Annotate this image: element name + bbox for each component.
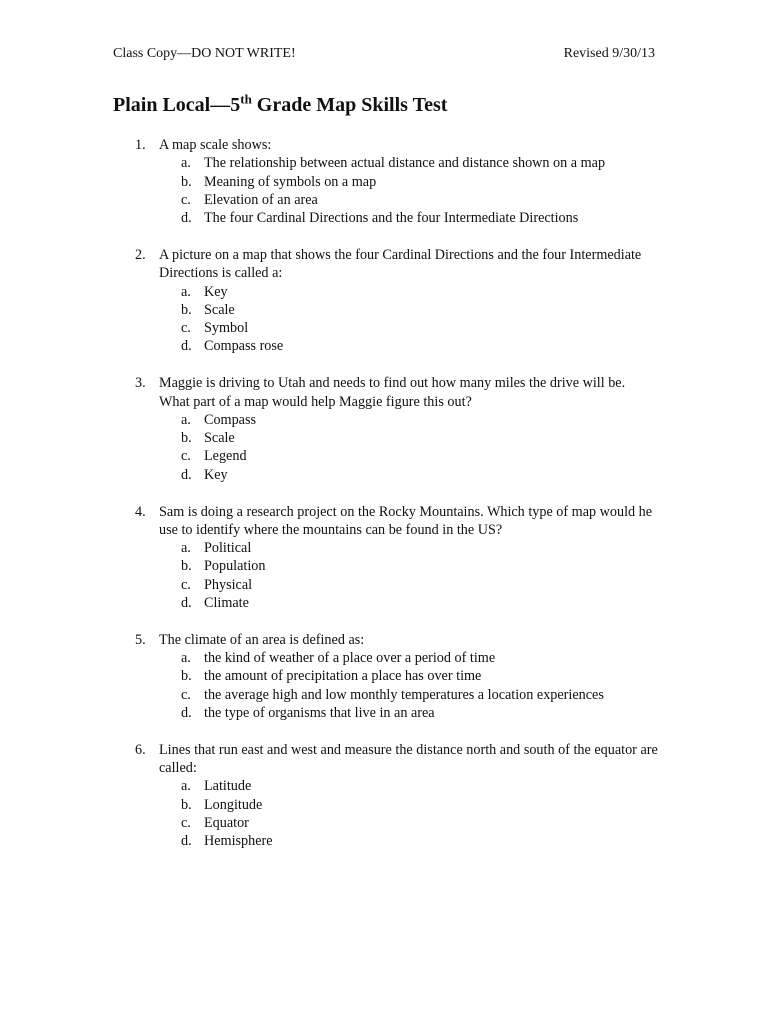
answer-options [159,283,658,356]
option-text: Physical [204,576,253,593]
question-number: 6. [135,741,146,758]
answer-option [159,319,658,337]
option-letter: c. [181,576,191,593]
question-item [113,741,658,851]
question-item [113,374,658,484]
answer-options [159,154,658,227]
option-text: the type of organisms that live in an area [204,705,435,722]
answer-option [159,667,658,685]
option-letter: c. [181,686,191,703]
option-text: Climate [204,595,249,612]
answer-option [159,154,658,172]
question-text: A picture on a map that shows the four Cardinal Directions and the four Intermediate Directions is called a: [159,246,642,282]
revision-date: Revised 9/30/13 [563,46,655,61]
option-letter: b. [181,668,192,685]
answer-options [159,411,658,484]
option-letter: d. [181,595,192,612]
answer-options [159,649,658,722]
answer-option [159,173,658,191]
option-text: The relationship between actual distance and distance shown on a map [204,155,606,172]
option-letter: c. [181,191,191,208]
option-text: the average high and low monthly temperatures a location experiences [204,686,604,703]
option-text: Longitude [204,796,263,813]
option-letter: a. [181,540,191,557]
question-list [113,136,658,869]
title-prefix: Plain Local—5 [113,94,241,116]
option-letter: d. [181,833,192,850]
option-text: Key [204,466,228,483]
answer-option [159,594,658,612]
title-superscript: th [240,91,252,107]
question-text: A map scale shows: [159,137,272,153]
answer-option [159,814,658,832]
question-item [113,136,658,227]
option-letter: a. [181,283,191,300]
option-letter: c. [181,320,191,337]
option-text: Hemisphere [204,833,273,850]
question-number: 1. [135,137,146,153]
answer-option [159,283,658,301]
option-letter: c. [181,448,191,465]
question-text: The climate of an area is defined as: [159,631,365,648]
option-text: Compass rose [204,338,284,355]
option-letter: d. [181,338,192,355]
answer-option [159,777,658,795]
answer-option [159,704,658,722]
option-letter: b. [181,558,192,575]
option-text: Legend [204,448,247,465]
title-suffix: Grade Map Skills Test [251,94,448,116]
question-item [113,631,658,722]
option-letter: a. [181,411,191,428]
option-text: Scale [204,301,235,318]
option-text: Political [204,540,252,557]
question-number: 2. [135,246,146,263]
answer-options [159,777,658,850]
option-letter: d. [181,466,192,483]
answer-option [159,411,658,429]
option-text: the kind of weather of a place over a period of time [204,650,496,667]
option-letter: b. [181,430,192,447]
question-item [113,503,658,613]
question-item [113,246,658,356]
class-copy-note: Class Copy—DO NOT WRITE! [113,46,296,61]
answer-option [159,576,658,594]
question-text: Maggie is driving to Utah and needs to find out how many miles the drive will be. What part of a map would help Maggie figure this out? [159,375,626,410]
option-text: The four Cardinal Directions and the four Intermediate Directions [204,210,579,227]
answer-option [159,301,658,319]
answer-option [159,466,658,484]
option-letter: a. [181,778,191,795]
option-text: Latitude [204,778,252,795]
page-title [113,91,448,117]
option-letter: b. [181,173,192,190]
answer-option [159,209,658,227]
option-text: Compass [204,411,257,428]
option-text: Meaning of symbols on a map [204,173,377,190]
option-text: the amount of precipitation a place has over time [204,668,482,685]
question-number: 5. [135,631,146,648]
question-text: Sam is doing a research project on the Rocky Mountains. Which type of map would he use to identify where the mountains can be found in the US? [159,503,653,538]
answer-option [159,447,658,465]
answer-option [159,832,658,850]
answer-option [159,337,658,355]
option-letter: a. [181,650,191,667]
option-text: Key [204,283,228,300]
option-letter: a. [181,155,191,172]
option-text: Equator [204,815,249,831]
option-text: Elevation of an area [204,191,318,208]
option-letter: c. [181,815,191,831]
answer-option [159,539,658,557]
answer-option [159,191,658,209]
option-text: Scale [204,430,235,447]
option-letter: d. [181,705,192,722]
question-number: 3. [135,375,146,392]
answer-option [159,686,658,704]
question-text: Lines that run east and west and measure the distance north and south of the equator are called: [159,741,658,777]
answer-option [159,429,658,447]
answer-option [159,557,658,575]
option-letter: b. [181,796,192,813]
option-letter: d. [181,210,192,227]
answer-option [159,649,658,667]
option-letter: b. [181,301,192,318]
answer-options [159,539,658,612]
option-text: Population [204,558,266,575]
option-text: Symbol [204,320,249,337]
question-number: 4. [135,503,146,520]
answer-option [159,796,658,814]
